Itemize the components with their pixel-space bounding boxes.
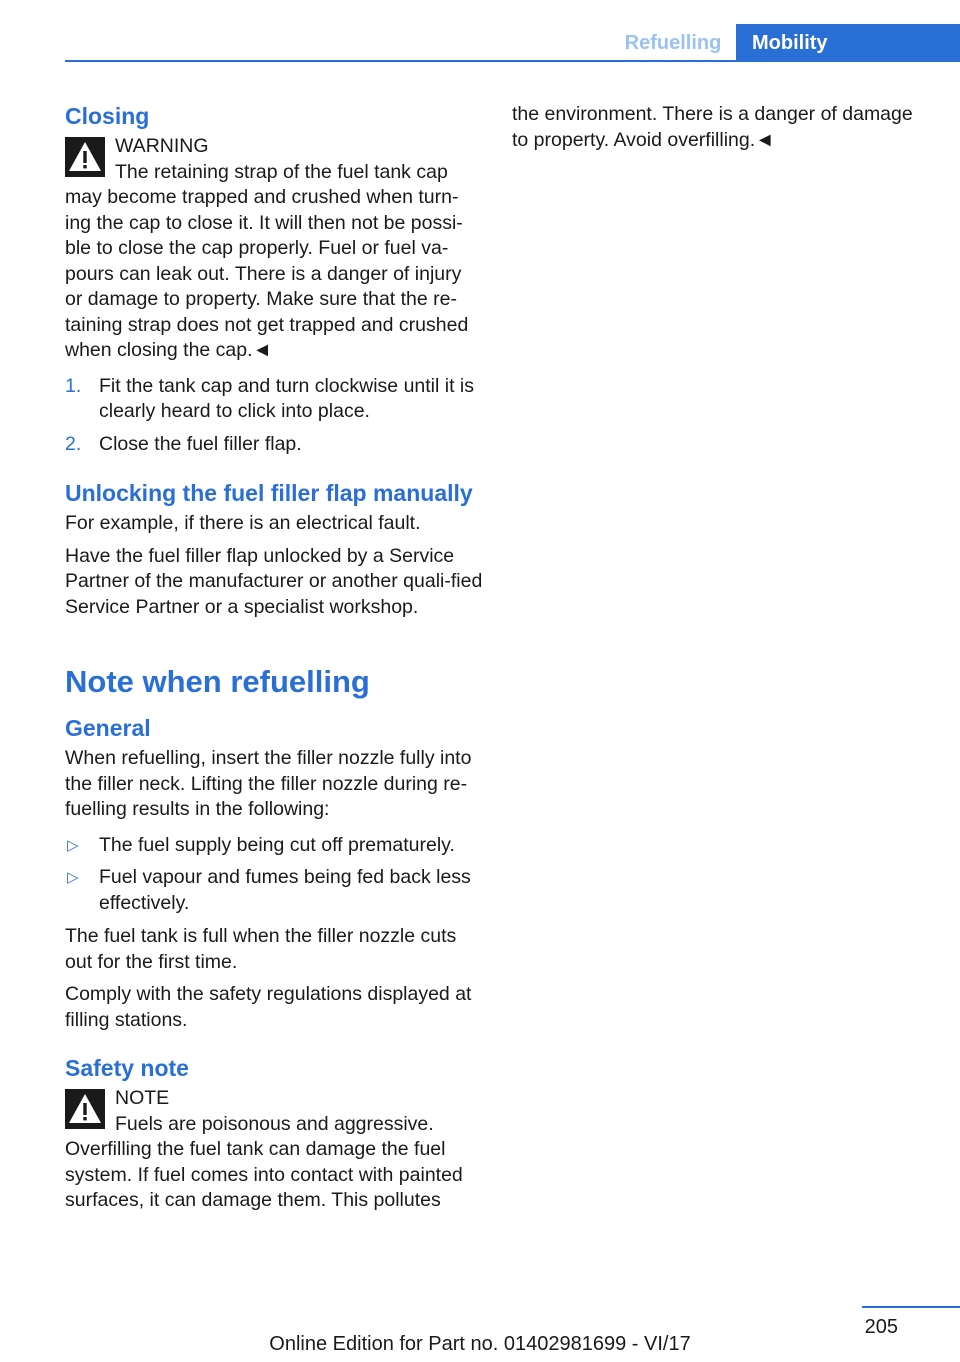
general-bullet-list [65,833,483,917]
unlock-paragraph-1: For example, if there is an electrical fault. [65,512,421,534]
continued-text: the environment. There is a danger of damage to property. Avoid overfilling.◄ [512,103,913,151]
general-heading: General [65,715,151,741]
triangle-bullet-icon: ▷ [67,836,79,854]
closing-heading: Closing [65,103,150,129]
page-number-rule [862,1306,960,1308]
page-number: 205 [864,1316,898,1338]
list-item [65,374,483,425]
note-text: Fuels are poisonous and aggressive. Overfilling the fuel tank can damage the fuel system. If fuel comes into contact with painted surfaces, it can damage them. This pollutes [65,1112,463,1211]
general-paragraph-1: When refuelling, insert the filler nozzle fully into the filler neck. Lifting the filler nozzle during re-fuelling results in the following: [65,747,472,820]
unlock-heading: Unlocking the fuel filler flap manually [65,480,473,506]
safety-note-heading: Safety note [65,1055,189,1081]
header-rule [65,60,960,62]
list-item [65,833,483,859]
bullet-text: Fuel vapour and fumes being fed back less effectively. [99,866,471,914]
note-block [65,1086,483,1214]
note-title: NOTE [115,1087,170,1109]
note-when-refuelling-heading: Note when refuelling [65,664,370,699]
general-paragraph-3: Comply with the safety regulations displayed at filling stations. [65,983,472,1031]
list-item [65,432,483,458]
warning-title: WARNING [115,135,209,157]
step-number: 1. [65,374,82,397]
bullet-text: The fuel supply being cut off prematurely. [99,833,455,856]
header-tab-mobility: Mobility [736,24,960,62]
header-tab-refuelling: Refuelling [624,32,722,54]
general-paragraph-2: The fuel tank is full when the filler nozzle cuts out for the first time. [65,925,457,973]
right-column [512,102,930,160]
unlock-paragraph-2: Have the fuel filler flap unlocked by a Service Partner of the manufacturer or another quali-fied Service Partner or a specialist workshop. [65,544,483,618]
left-column [65,102,483,1222]
warning-block [65,134,483,364]
step-text: Close the fuel filler flap. [99,432,302,455]
step-number: 2. [65,432,82,455]
triangle-bullet-icon: ▷ [67,869,79,886]
list-item [65,865,483,916]
warning-triangle-icon [65,137,105,177]
closing-steps-list [65,374,483,458]
warning-text: The retaining strap of the fuel tank cap may become trapped and crushed when turn-ing the cap to close it. It will then not be possi-ble to close the cap properly. Fuel or fuel va-pours can leak out. There is a danger of injury or damage to property. Make sure that the re-taining strap does not get trapped and crushed when closing the cap.◄ [65,160,469,361]
edition-footer: Online Edition for Part no. 01402981699 - VI/17 [269,1333,691,1355]
warning-triangle-icon [65,1089,105,1129]
step-text: Fit the tank cap and turn clockwise until it is clearly heard to click into place. [99,374,475,422]
